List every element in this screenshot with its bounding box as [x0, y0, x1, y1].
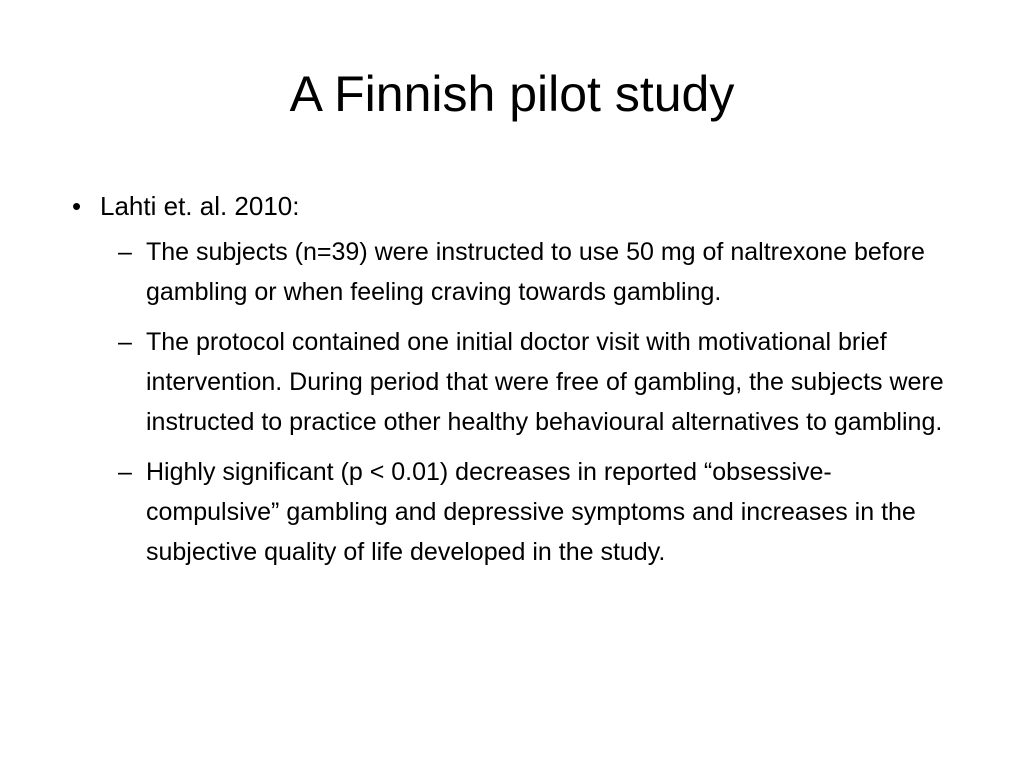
bullet-text: Lahti et. al. 2010:	[100, 191, 300, 221]
bullet-item	[72, 186, 952, 226]
sub-bullet-text: The protocol contained one initial doctor visit with motivational brief intervention. During period that were free of gambling, the subjects were instructed to practice other healthy behavioural alternatives to gambling.	[146, 328, 944, 436]
sub-bullet-list	[72, 232, 952, 572]
sub-bullet-item	[72, 452, 952, 572]
bullet-marker: •	[72, 191, 82, 221]
slide-content	[72, 186, 952, 582]
dash-marker: –	[118, 328, 132, 356]
sub-bullet-text: The subjects (n=39) were instructed to use 50 mg of naltrexone before gambling or when feeling craving towards gambling.	[146, 238, 925, 306]
dash-marker: –	[118, 458, 132, 486]
sub-bullet-item	[72, 322, 952, 442]
sub-bullet-item	[72, 232, 952, 312]
dash-marker: –	[118, 238, 132, 266]
sub-bullet-text: Highly significant (p < 0.01) decreases in reported “obsessive-compulsive” gambling and depressive symptoms and increases in the subjective quality of life developed in the study.	[146, 458, 916, 566]
slide-title: A Finnish pilot study	[289, 66, 735, 122]
